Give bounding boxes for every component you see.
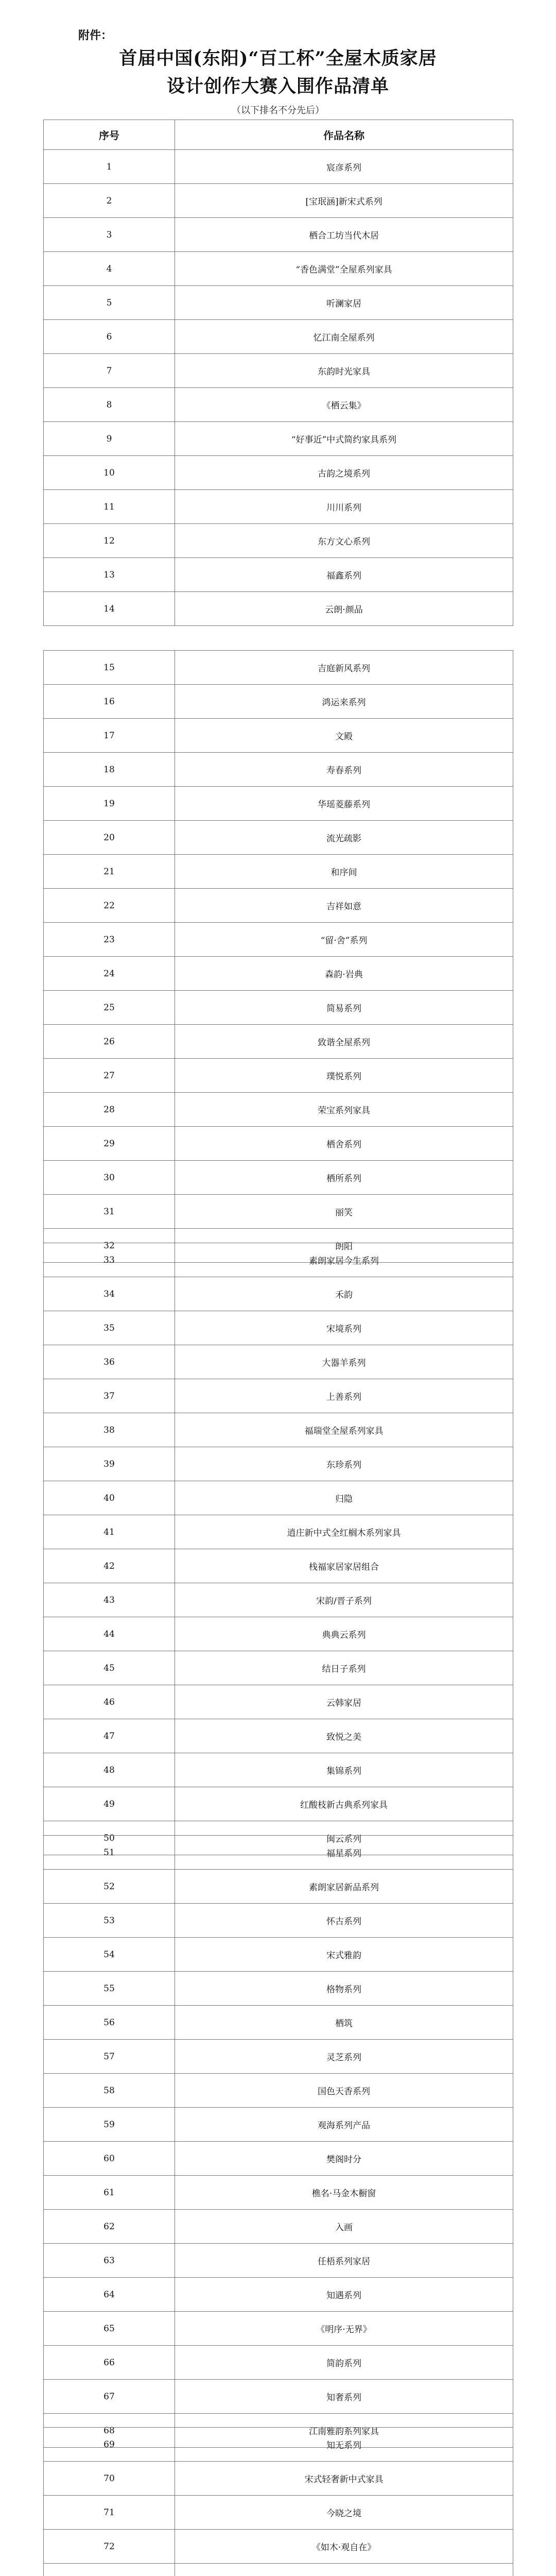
- entry-title: 栖所系列: [175, 1161, 513, 1195]
- entry-title: 栖舍系列: [175, 1127, 513, 1161]
- entry-number: 61: [44, 2176, 175, 2210]
- entry-title: 闽云系列: [175, 1821, 513, 1855]
- entry-title: 流光疏影: [175, 821, 513, 855]
- entry-title: 朗阳: [175, 1229, 513, 1263]
- table-row: [44, 1379, 513, 1413]
- entry-number: 58: [44, 2074, 175, 2108]
- entry-title: 归隐: [175, 1481, 513, 1515]
- entry-number: 12: [44, 524, 175, 558]
- entry-title: 大器羊系列: [175, 1345, 513, 1379]
- entry-number: 30: [44, 1161, 175, 1195]
- table-row: [44, 1481, 513, 1515]
- entry-number: 35: [44, 1311, 175, 1345]
- entry-title: 国色天香系列: [175, 2074, 513, 2108]
- entry-number: 29: [44, 1127, 175, 1161]
- table-row: [44, 1836, 513, 1870]
- entry-number: 66: [44, 2346, 175, 2380]
- entry-title: 逍庄新中式全红榈木系列家具: [175, 1515, 513, 1549]
- entry-title: 樵名·马金木橱窗: [175, 2176, 513, 2210]
- entry-title: 入画: [175, 2210, 513, 2244]
- entry-title: 荣宝系列家具: [175, 1093, 513, 1127]
- entry-number: 7: [44, 354, 175, 388]
- entry-title: 栖合工坊当代木居: [175, 218, 513, 252]
- entry-title: 华瑶菱藤系列: [175, 787, 513, 821]
- entry-number: 10: [44, 456, 175, 490]
- column-header-title: 作品名称: [175, 120, 513, 150]
- entry-title: 福鑫系列: [175, 558, 513, 592]
- entry-title: 福瑞堂全屋系列家具: [175, 1413, 513, 1447]
- entry-title: 宋境系列: [175, 1311, 513, 1345]
- column-header-number: 序号: [44, 120, 175, 150]
- entry-number: 1: [44, 150, 175, 184]
- table-row: [44, 252, 513, 286]
- entry-title: 宋式雅韵: [175, 1938, 513, 1972]
- entry-title: 任梧系列家居: [175, 2244, 513, 2278]
- entry-title: 东韵时光家具: [175, 354, 513, 388]
- entry-number: 45: [44, 1651, 175, 1685]
- table-row: [44, 1938, 513, 1972]
- entry-number: 70: [44, 2462, 175, 2496]
- entry-number: 17: [44, 719, 175, 753]
- entries-table-segment: [43, 1835, 513, 2448]
- table-row: [44, 1243, 513, 1277]
- table-row: [44, 1685, 513, 1719]
- entry-number: 63: [44, 2244, 175, 2278]
- entry-title: 观海系列产品: [175, 2108, 513, 2142]
- entry-title: 东珍系列: [175, 1447, 513, 1481]
- entry-number: 5: [44, 286, 175, 320]
- table-row: [44, 2380, 513, 2414]
- table-row: [44, 991, 513, 1025]
- table-row: [44, 1583, 513, 1617]
- entry-title: 素朗家居今生系列: [175, 1243, 513, 1277]
- entry-number: 64: [44, 2278, 175, 2312]
- entry-title: 川川系列: [175, 490, 513, 524]
- table-row: [44, 184, 513, 218]
- entry-number: 34: [44, 1277, 175, 1311]
- entry-number: 56: [44, 2006, 175, 2040]
- entry-number: 16: [44, 685, 175, 719]
- entry-number: 69: [44, 2428, 175, 2462]
- table-row: [44, 2462, 513, 2496]
- entry-number: 51: [44, 1836, 175, 1870]
- table-row: [44, 787, 513, 821]
- entry-title: 灵芝系列: [175, 2040, 513, 2074]
- entry-number: 11: [44, 490, 175, 524]
- entry-number: 31: [44, 1195, 175, 1229]
- table-row: [44, 1413, 513, 1447]
- entry-number: 60: [44, 2142, 175, 2176]
- table-row: [44, 957, 513, 991]
- table-row: [44, 1311, 513, 1345]
- entry-title: 云朗·颜品: [175, 592, 513, 626]
- entry-title: 鸿运来系列: [175, 685, 513, 719]
- table-header-row: [44, 120, 513, 150]
- table-row: [44, 1515, 513, 1549]
- entry-number: 59: [44, 2108, 175, 2142]
- table-row: [44, 889, 513, 923]
- entry-title: 素朗家居新品系列: [175, 1870, 513, 1904]
- entry-title: 江南雅韵系列家具: [175, 2414, 513, 2448]
- entry-title: 今晓之境: [175, 2496, 513, 2530]
- entry-number: 67: [44, 2380, 175, 2414]
- table-row: [44, 651, 513, 685]
- entry-title: 宋韵/晋子系列: [175, 1583, 513, 1617]
- entry-title: 福星系列: [175, 1836, 513, 1870]
- entry-number: 6: [44, 320, 175, 354]
- entry-number: 65: [44, 2312, 175, 2346]
- entries-table-segment: [43, 1243, 513, 1855]
- table-row: [44, 2428, 513, 2462]
- entry-number: 22: [44, 889, 175, 923]
- entries-table-segment: [43, 2427, 513, 2576]
- table-row: [44, 2564, 513, 2576]
- entries-table-segment: [43, 120, 513, 626]
- table-row: [44, 1870, 513, 1904]
- entry-title: 忆江南全屋系列: [175, 320, 513, 354]
- entry-number: 20: [44, 821, 175, 855]
- entry-title: 樊阁时分: [175, 2142, 513, 2176]
- entry-title: 集锦系列: [175, 1753, 513, 1787]
- table-row: [44, 1447, 513, 1481]
- table-row: [44, 1127, 513, 1161]
- entry-title: 知无系列: [175, 2428, 513, 2462]
- entry-number: 36: [44, 1345, 175, 1379]
- entry-title: 简韵系列: [175, 2346, 513, 2380]
- table-row: [44, 2006, 513, 2040]
- entry-title: 禾韵: [175, 1277, 513, 1311]
- entry-number: 33: [44, 1243, 175, 1277]
- entry-number: 38: [44, 1413, 175, 1447]
- entry-title: 简易系列: [175, 991, 513, 1025]
- entry-title: “香色满堂”全屋系列家具: [175, 252, 513, 286]
- table-row: [44, 855, 513, 889]
- table-row: [44, 2108, 513, 2142]
- entry-number: 47: [44, 1719, 175, 1753]
- table-row: [44, 2176, 513, 2210]
- entry-title: 宋式轻奢新中式家具: [175, 2462, 513, 2496]
- entry-title: 宸彦系列: [175, 150, 513, 184]
- table-row: [44, 592, 513, 626]
- table-row: [44, 1059, 513, 1093]
- entry-number: 39: [44, 1447, 175, 1481]
- table-row: [44, 719, 513, 753]
- table-row: [44, 1787, 513, 1821]
- entry-title: 知遇系列: [175, 2278, 513, 2312]
- table-row: [44, 1161, 513, 1195]
- table-row: [44, 753, 513, 787]
- entry-title: 致谐全屋系列: [175, 1025, 513, 1059]
- entry-title: 结日子系列: [175, 1651, 513, 1685]
- table-row: [44, 1719, 513, 1753]
- entry-number: 25: [44, 991, 175, 1025]
- entry-number: 3: [44, 218, 175, 252]
- entry-number: 52: [44, 1870, 175, 1904]
- entry-number: 55: [44, 1972, 175, 2006]
- table-row: [44, 1651, 513, 1685]
- entry-title: 上善系列: [175, 1379, 513, 1413]
- entry-title: “留·舍”系列: [175, 923, 513, 957]
- document-title-line-2: 设计创作大赛入围作品清单: [166, 76, 389, 97]
- table-row: [44, 320, 513, 354]
- entry-title: 古韵之境系列: [175, 456, 513, 490]
- table-row: [44, 1972, 513, 2006]
- entry-number: 37: [44, 1379, 175, 1413]
- entry-number: 43: [44, 1583, 175, 1617]
- entry-number: 57: [44, 2040, 175, 2074]
- table-row: [44, 388, 513, 422]
- entry-number: 8: [44, 388, 175, 422]
- table-row: [44, 2244, 513, 2278]
- entry-number: 21: [44, 855, 175, 889]
- entry-number: 2: [44, 184, 175, 218]
- entry-number: 32: [44, 1229, 175, 1263]
- table-row: [44, 1093, 513, 1127]
- table-row: [44, 2496, 513, 2530]
- entry-title: 和序间: [175, 855, 513, 889]
- entry-number: 18: [44, 753, 175, 787]
- entry-title: 文殿: [175, 719, 513, 753]
- entry-number: 72: [44, 2530, 175, 2564]
- table-row: [44, 490, 513, 524]
- table-row: [44, 1904, 513, 1938]
- entry-number: [44, 2564, 175, 2576]
- entry-title: 丽笑: [175, 1195, 513, 1229]
- entries-table-segment: [43, 650, 513, 1263]
- table-row: [44, 218, 513, 252]
- entry-title: [175, 2564, 513, 2576]
- entry-title: 《栖云集》: [175, 388, 513, 422]
- entry-number: 46: [44, 1685, 175, 1719]
- table-row: [44, 1195, 513, 1229]
- entry-title: 吉祥如意: [175, 889, 513, 923]
- entry-title: 听澜家居: [175, 286, 513, 320]
- entry-number: 41: [44, 1515, 175, 1549]
- entry-number: 27: [44, 1059, 175, 1093]
- table-row: [44, 150, 513, 184]
- table-row: [44, 2040, 513, 2074]
- entry-title: [宝珉涵]新宋式系列: [175, 184, 513, 218]
- table-row: [44, 354, 513, 388]
- entry-title: 吉庭新风系列: [175, 651, 513, 685]
- entry-number: 26: [44, 1025, 175, 1059]
- table-row: [44, 524, 513, 558]
- entry-number: 48: [44, 1753, 175, 1787]
- entry-title: 红酸枝新古典系列家具: [175, 1787, 513, 1821]
- entry-number: 49: [44, 1787, 175, 1821]
- entry-number: 54: [44, 1938, 175, 1972]
- table-row: [44, 685, 513, 719]
- ranking-note: （以下排名不分先后）: [232, 105, 324, 116]
- table-row: [44, 1549, 513, 1583]
- table-row: [44, 422, 513, 456]
- table-row: [44, 2278, 513, 2312]
- entry-title: 璞悦系列: [175, 1059, 513, 1093]
- table-row: [44, 821, 513, 855]
- table-row: [44, 923, 513, 957]
- table-row: [44, 1277, 513, 1311]
- entry-number: 71: [44, 2496, 175, 2530]
- table-row: [44, 286, 513, 320]
- table-row: [44, 2142, 513, 2176]
- entry-title: 森韵·岩典: [175, 957, 513, 991]
- table-row: [44, 1617, 513, 1651]
- entry-number: 15: [44, 651, 175, 685]
- entry-number: 62: [44, 2210, 175, 2244]
- entry-title: 寿春系列: [175, 753, 513, 787]
- entry-number: 28: [44, 1093, 175, 1127]
- entry-title: 栖筑: [175, 2006, 513, 2040]
- entry-title: 东方文心系列: [175, 524, 513, 558]
- entry-title: 致悦之美: [175, 1719, 513, 1753]
- table-row: [44, 2210, 513, 2244]
- entry-title: 怀古系列: [175, 1904, 513, 1938]
- entry-title: 格物系列: [175, 1972, 513, 2006]
- entry-number: 44: [44, 1617, 175, 1651]
- entry-number: 40: [44, 1481, 175, 1515]
- table-row: [44, 2074, 513, 2108]
- document-title-line-1: 首届中国(东阳)“百工杯”全屋木质家居: [119, 48, 437, 69]
- entry-number: 14: [44, 592, 175, 626]
- entry-number: 53: [44, 1904, 175, 1938]
- entry-title: 栈福家居家居组合: [175, 1549, 513, 1583]
- entry-title: 《如木·观自在》: [175, 2530, 513, 2564]
- entry-number: 4: [44, 252, 175, 286]
- table-row: [44, 2346, 513, 2380]
- entry-number: 24: [44, 957, 175, 991]
- entry-number: 50: [44, 1821, 175, 1855]
- entry-title: 典典云系列: [175, 1617, 513, 1651]
- entry-number: 13: [44, 558, 175, 592]
- entry-title: “好事近”中式简约家具系列: [175, 422, 513, 456]
- table-row: [44, 1025, 513, 1059]
- table-row: [44, 456, 513, 490]
- entry-number: 19: [44, 787, 175, 821]
- table-row: [44, 2312, 513, 2346]
- entry-title: 云韩家居: [175, 1685, 513, 1719]
- entry-number: 9: [44, 422, 175, 456]
- entry-number: 23: [44, 923, 175, 957]
- table-row: [44, 1345, 513, 1379]
- entry-number: 42: [44, 1549, 175, 1583]
- attachment-label: 附件：: [78, 29, 113, 42]
- table-row: [44, 2530, 513, 2564]
- entry-title: 《明序·无界》: [175, 2312, 513, 2346]
- table-row: [44, 1753, 513, 1787]
- entry-number: 68: [44, 2414, 175, 2448]
- entry-title: 知奢系列: [175, 2380, 513, 2414]
- table-row: [44, 558, 513, 592]
